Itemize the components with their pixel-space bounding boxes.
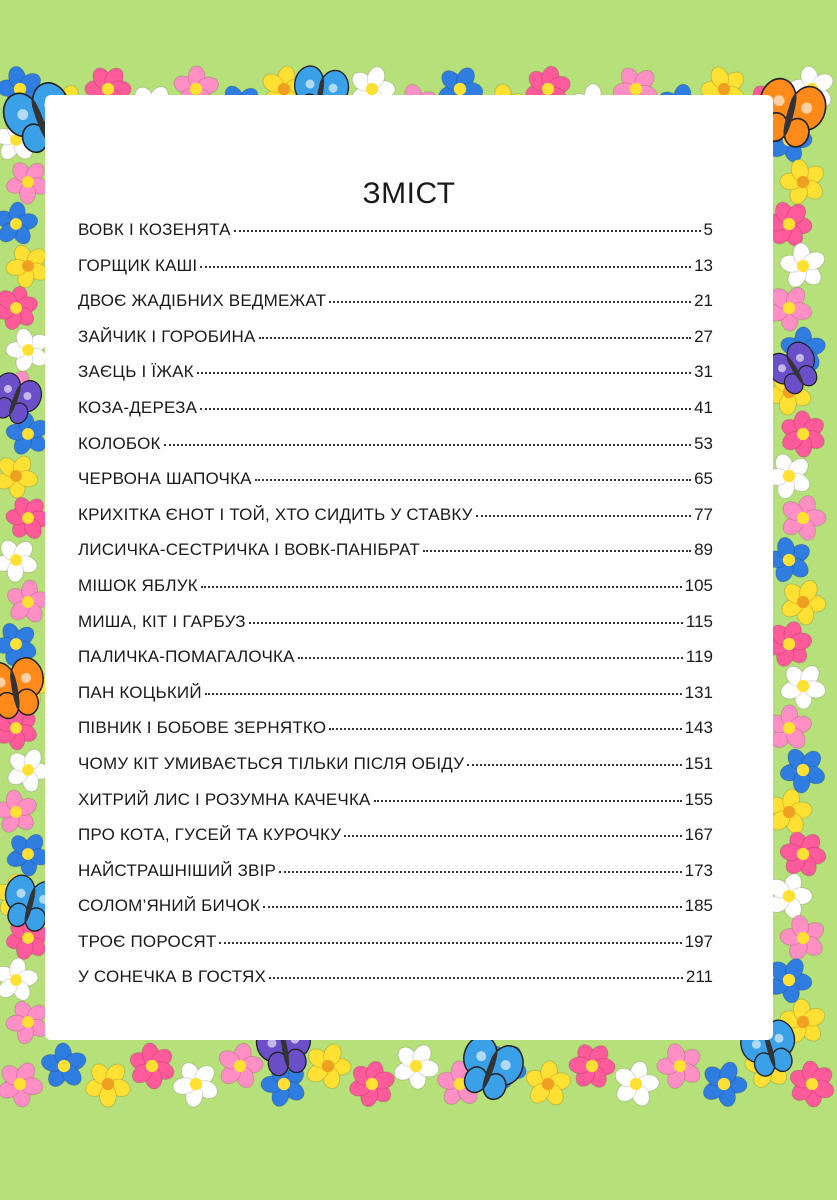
toc-entry[interactable]	[78, 469, 713, 505]
flower-icon	[700, 1059, 748, 1108]
toc-entry[interactable]	[78, 540, 713, 576]
dot-leader	[255, 479, 691, 481]
dot-leader	[329, 301, 691, 303]
dot-leader	[423, 550, 691, 552]
dot-leader	[329, 728, 681, 730]
toc-entry-title: ЧЕРВОНА ШАПОЧКА	[78, 469, 252, 489]
flower-icon	[0, 285, 39, 332]
flower-icon	[83, 1060, 132, 1107]
flower-icon	[0, 453, 39, 499]
toc-entry-title: ПАН КОЦЬКИЙ	[78, 682, 202, 702]
toc-entry-title: ХИТРИЙ ЛИС І РОЗУМНА КАЧЕЧКА	[78, 789, 371, 809]
dot-leader	[201, 586, 682, 588]
toc-entry[interactable]	[78, 932, 713, 968]
dot-leader	[219, 942, 681, 944]
toc-entry[interactable]	[78, 291, 713, 327]
flower-icon	[779, 493, 826, 542]
toc-entry-page: 27	[694, 326, 713, 346]
toc-entry-page: 13	[694, 255, 713, 275]
toc-entry-page: 185	[684, 896, 713, 916]
toc-entry[interactable]	[78, 967, 713, 1003]
flower-icon	[0, 537, 39, 582]
toc-entry-title: КОЛОБОК	[78, 433, 161, 453]
toc-entry[interactable]	[78, 398, 713, 434]
toc-entry-title: ПРО КОТА, ГУСЕЙ ТА КУРОЧКУ	[78, 825, 342, 845]
toc-entry-page: 151	[684, 753, 713, 773]
toc-entry[interactable]	[78, 647, 713, 683]
toc-entry-title: ЧОМУ КІТ УМИВАЄТЬСЯ ТІЛЬКИ ПІСЛЯ ОБІДУ	[78, 753, 465, 773]
dot-leader	[164, 444, 691, 446]
toc-entry-page: 173	[684, 860, 713, 880]
flower-icon	[523, 1060, 572, 1108]
dot-leader	[200, 408, 691, 410]
flower-icon	[127, 1042, 176, 1090]
flower-icon	[392, 1042, 441, 1090]
flower-icon	[779, 829, 827, 878]
toc-entry-title: ПІВНИК І БОБОВЕ ЗЕРНЯТКО	[78, 718, 327, 738]
toc-entry-title: МІШОК ЯБЛУК	[78, 575, 198, 595]
toc-entry[interactable]	[78, 790, 713, 826]
toc-entry[interactable]	[78, 327, 713, 363]
toc-entry-title: ДВОЄ ЖАДІБНИХ ВЕДМЕЖАТ	[78, 291, 327, 311]
dot-leader	[374, 800, 682, 802]
flower-icon	[779, 578, 827, 627]
flower-icon	[5, 495, 50, 542]
toc-entry-title: НАЙСТРАШНІШИЙ ЗВІР	[78, 860, 277, 880]
dot-leader	[263, 906, 682, 908]
toc-entry-title: КРИХІТКА ЄНОТ І ТОЙ, ХТО СИДИТЬ У СТАВКУ	[78, 504, 473, 524]
toc-entry[interactable]	[78, 434, 713, 470]
toc-entry-title: У СОНЕЧКА В ГОСТЯХ	[78, 967, 267, 987]
toc-entry-page: 105	[684, 575, 713, 595]
toc-entry[interactable]	[78, 683, 713, 719]
toc-entry-title: ЗАЙЧИК І ГОРОБИНА	[78, 326, 256, 346]
toc-entry[interactable]	[78, 754, 713, 790]
flower-icon	[0, 789, 39, 835]
dot-leader	[259, 337, 692, 339]
dot-leader	[298, 657, 683, 659]
flower-icon	[612, 1060, 660, 1109]
toc-entry-title: ПАЛИЧКА-ПОМАГАЛОЧКА	[78, 647, 295, 667]
flower-icon	[787, 1060, 836, 1108]
toc-entry-title: МИША, КІТ І ГАРБУЗ	[78, 611, 246, 631]
toc-entry-page: 211	[685, 967, 713, 987]
flower-icon	[0, 1060, 44, 1108]
toc-entry[interactable]	[78, 576, 713, 612]
flower-icon	[778, 662, 827, 709]
toc-entry[interactable]	[78, 612, 713, 648]
toc-entry-title: СОЛОМ’ЯНИЙ БИЧОК	[78, 896, 260, 916]
toc-entry-page: 131	[684, 682, 713, 702]
flower-icon	[304, 1041, 351, 1090]
dot-leader	[279, 871, 682, 873]
dot-leader	[344, 835, 681, 837]
toc-entry-page: 41	[694, 397, 713, 417]
dot-leader	[249, 622, 683, 624]
dot-leader	[205, 693, 682, 695]
flower-icon	[657, 1041, 704, 1090]
dot-leader	[269, 977, 683, 979]
dot-leader	[467, 764, 681, 766]
flower-icon	[568, 1042, 615, 1091]
toc-entry[interactable]	[78, 256, 713, 292]
toc-entry-title: ГОРЩИК КАШІ	[78, 255, 198, 275]
toc-entry-title: ЗАЄЦЬ І ЇЖАК	[78, 362, 194, 382]
flower-icon	[5, 747, 51, 794]
toc-entry-page: 77	[694, 504, 713, 524]
flower-icon	[779, 411, 828, 458]
flower-icon	[40, 1042, 89, 1090]
toc-entry-page: 53	[694, 433, 713, 453]
dot-leader	[476, 515, 691, 517]
toc-entry-page: 5	[703, 220, 713, 239]
toc-entry-page: 143	[684, 718, 713, 738]
toc-entry-page: 119	[685, 647, 713, 667]
toc-entry-page: 115	[685, 611, 713, 631]
flower-icon	[779, 242, 828, 290]
toc-entry-title: ЛИСИЧКА-СЕСТРИЧКА І ВОВК-ПАНІБРАТ	[78, 540, 420, 560]
toc-entry[interactable]	[78, 362, 713, 398]
flower-icon	[172, 1060, 221, 1108]
dot-leader	[234, 230, 701, 232]
table-of-contents	[78, 220, 713, 1003]
toc-entry-page: 167	[684, 825, 713, 845]
toc-entry-title: ВОВК І КОЗЕНЯТА	[78, 220, 231, 239]
toc-entry[interactable]	[78, 220, 713, 256]
flower-icon	[0, 201, 39, 247]
flower-icon	[779, 914, 827, 963]
flower-icon	[780, 158, 827, 207]
toc-entry[interactable]	[78, 718, 713, 754]
dot-leader	[197, 372, 691, 374]
flower-icon	[216, 1042, 264, 1091]
page-title: ЗМІСТ	[362, 177, 456, 210]
toc-entry-page: 197	[684, 931, 713, 951]
flower-icon	[0, 957, 39, 1003]
toc-entry-page: 89	[694, 540, 713, 560]
toc-entry-page: 21	[694, 291, 713, 311]
flower-icon	[6, 327, 51, 374]
dot-leader	[200, 266, 691, 268]
flower-icon	[779, 746, 828, 794]
toc-entry-page: 155	[684, 789, 713, 809]
butterfly-icon	[0, 655, 49, 722]
toc-entry[interactable]	[78, 505, 713, 541]
flower-icon	[347, 1060, 396, 1109]
toc-entry-title: ТРОЄ ПОРОСЯТ	[78, 931, 217, 951]
toc-entry[interactable]	[78, 825, 713, 861]
toc-entry[interactable]	[78, 861, 713, 897]
toc-entry-page: 65	[694, 469, 713, 489]
toc-entry[interactable]	[78, 896, 713, 932]
toc-entry-title: КОЗА-ДЕРЕЗА	[78, 397, 198, 417]
toc-entry-page: 31	[694, 362, 713, 382]
